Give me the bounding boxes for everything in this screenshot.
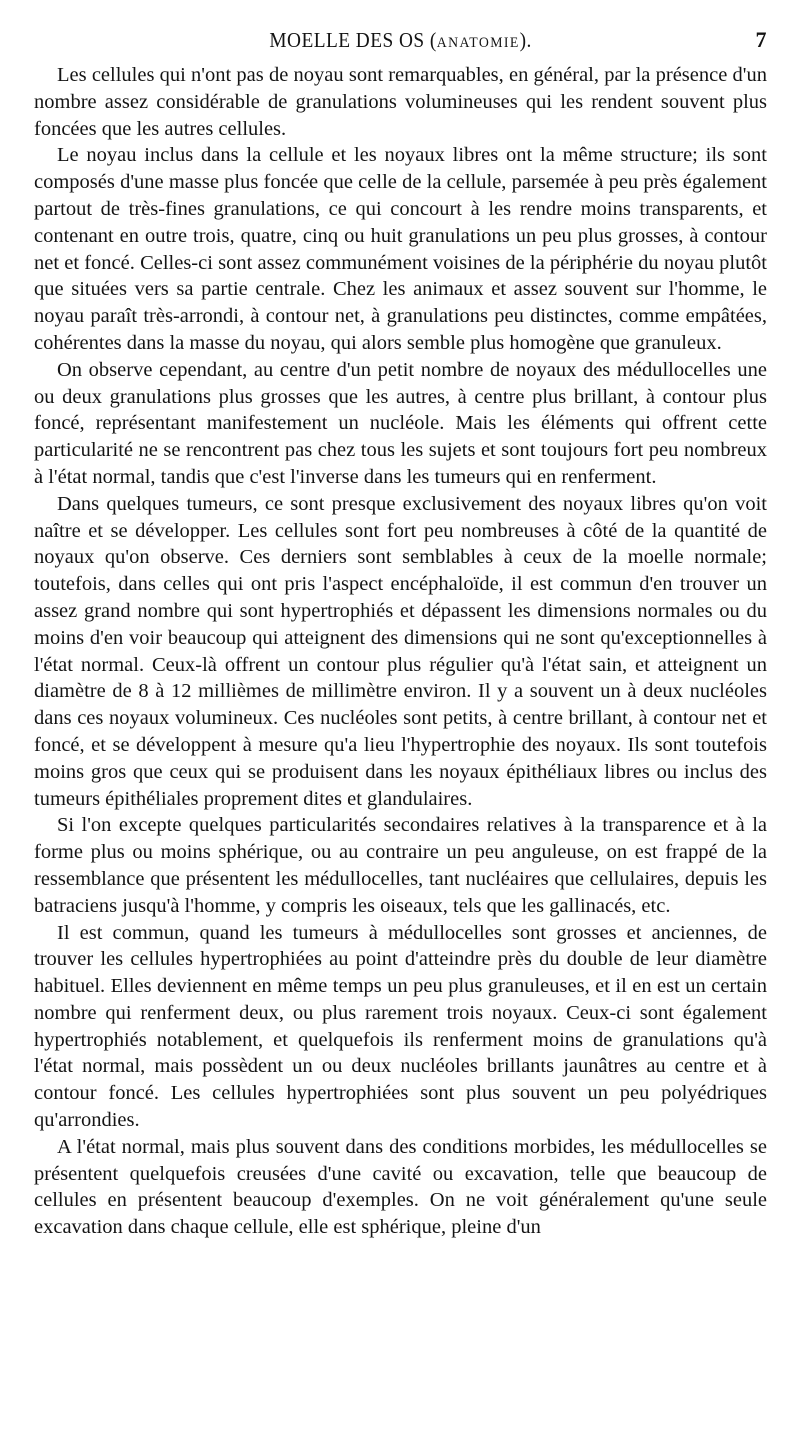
paragraph: A l'état normal, mais plus souvent dans des conditions morbides, les médullocelles se présentent quelquefois creusées d'une cavité ou excavation, telle que beaucoup de cellules en présentent beaucoup d'exemples. On ne voit généralement qu'une seule excavation dans chaque cellule, elle est sphérique, pleine d'un xyxy=(34,1135,767,1239)
paragraph: Dans quelques tumeurs, ce sont presque exclusivement des noyaux libres qu'on voit naître et se développer. Les cellules sont fort peu nombreuses à côté de la quantité de noyaux qu'on observe. Ces derniers sont semblables à ceux de la moelle normale; toutefois, dans celles qui ont pris l'aspect encéphaloïde, il est commun d'en trouver un assez grand nombre qui sont hypertrophiés et dépassent les dimensions normales ou du moins d'en voir beaucoup qui atteignent des dimensions qui ne sont qu'exceptionnelles à l'état normal. Ceux-là offrent un contour plus régulier qu'à l'état sain, et atteignent un diamètre de 8 à 12 millièmes de millimètre environ. Il y a souvent un à deux nucléoles dans ces noyaux volumineux. Ces nucléoles sont petits, à centre brillant, à contour net et foncé, et se développent à mesure qu'a lieu l'hypertrophie des noyaux. Ils sont toutefois moins gros que ceux qui se produisent dans les noyaux épithéliaux libres ou inclus des tumeurs épithéliales proprement dites et glandulaires. xyxy=(34,492,767,810)
running-title xyxy=(269,22,531,61)
paragraph: Il est commun, quand les tumeurs à médullocelles sont grosses et anciennes, de trouver les cellules hypertrophiées au point d'atteindre près du double de leur diamètre habituel. Elles deviennent en même temps un peu plus granuleuses, et il en est un certain nombre qui renferment deux, ou plus rarement trois noyaux. Ceux-ci sont également hypertrophiés notablement, et quelquefois ils renferment moins de granulations qu'à l'état normal, mais possèdent un ou deux nucléoles brillants jaunâtres au centre et à contour foncé. Les cellules hypertrophiées sont plus souvent un peu polyédriques qu'arrondies. xyxy=(34,921,767,1132)
book-page xyxy=(34,22,767,1241)
paragraph: Le noyau inclus dans la cellule et les noyaux libres ont la même structure; ils sont composés d'une masse plus foncée que celle de la cellule, parsemée à peu près également partout de très-fines granulations, ce qui concourt à les rendre moins transparents, et contenant en outre trois, quatre, cinq ou huit granulations un peu plus grosses, à contour net et foncé. Celles-ci sont assez communément voisines de la périphérie du noyau plutôt que situées vers sa partie centrale. Chez les animaux et assez souvent sur l'homme, le noyau paraît très-arrondi, à contour net, à granulations peu distinctes, comme empâtées, cohérentes dans la masse du noyau, qui alors semble plus homogène que granuleux. xyxy=(34,144,767,354)
page-number: 7 xyxy=(755,27,767,52)
running-head xyxy=(34,22,767,58)
body-text xyxy=(34,62,767,1241)
paragraph: On observe cependant, au centre d'un petit nombre de noyaux des médullocelles une ou deux granulations plus grosses que les autres, à centre plus brillant, à contour plus foncé, représentant manifestement un nucléole. Mais les éléments qui offrent cette particularité ne se rencontrent pas chez tous les sujets et sont toujours fort peu nombreux à l'état normal, tandis que c'est l'inverse dans les tumeurs qui en renferment. xyxy=(34,358,767,488)
running-title-main: MOELLE DES OS ( xyxy=(269,28,437,52)
paragraph: Si l'on excepte quelques particularités secondaires relatives à la transparence et à la forme plus ou moins sphérique, ou au contraire un peu anguleuse, on est frappé de la ressemblance que présentent les médullocelles, tant nucléaires que cellulaires, depuis les batraciens jusqu'à l'homme, y compris les oiseaux, tels que les gallinacés, etc. xyxy=(34,814,767,917)
running-title-end: ). xyxy=(519,28,532,52)
paragraph: Les cellules qui n'ont pas de noyau sont remarquables, en général, par la présence d'un nombre assez considérable de granulations volumineuses qui les rendent souvent plus foncées que les autres cellules. xyxy=(34,64,767,140)
running-title-section: ANATOMIE xyxy=(436,35,520,51)
